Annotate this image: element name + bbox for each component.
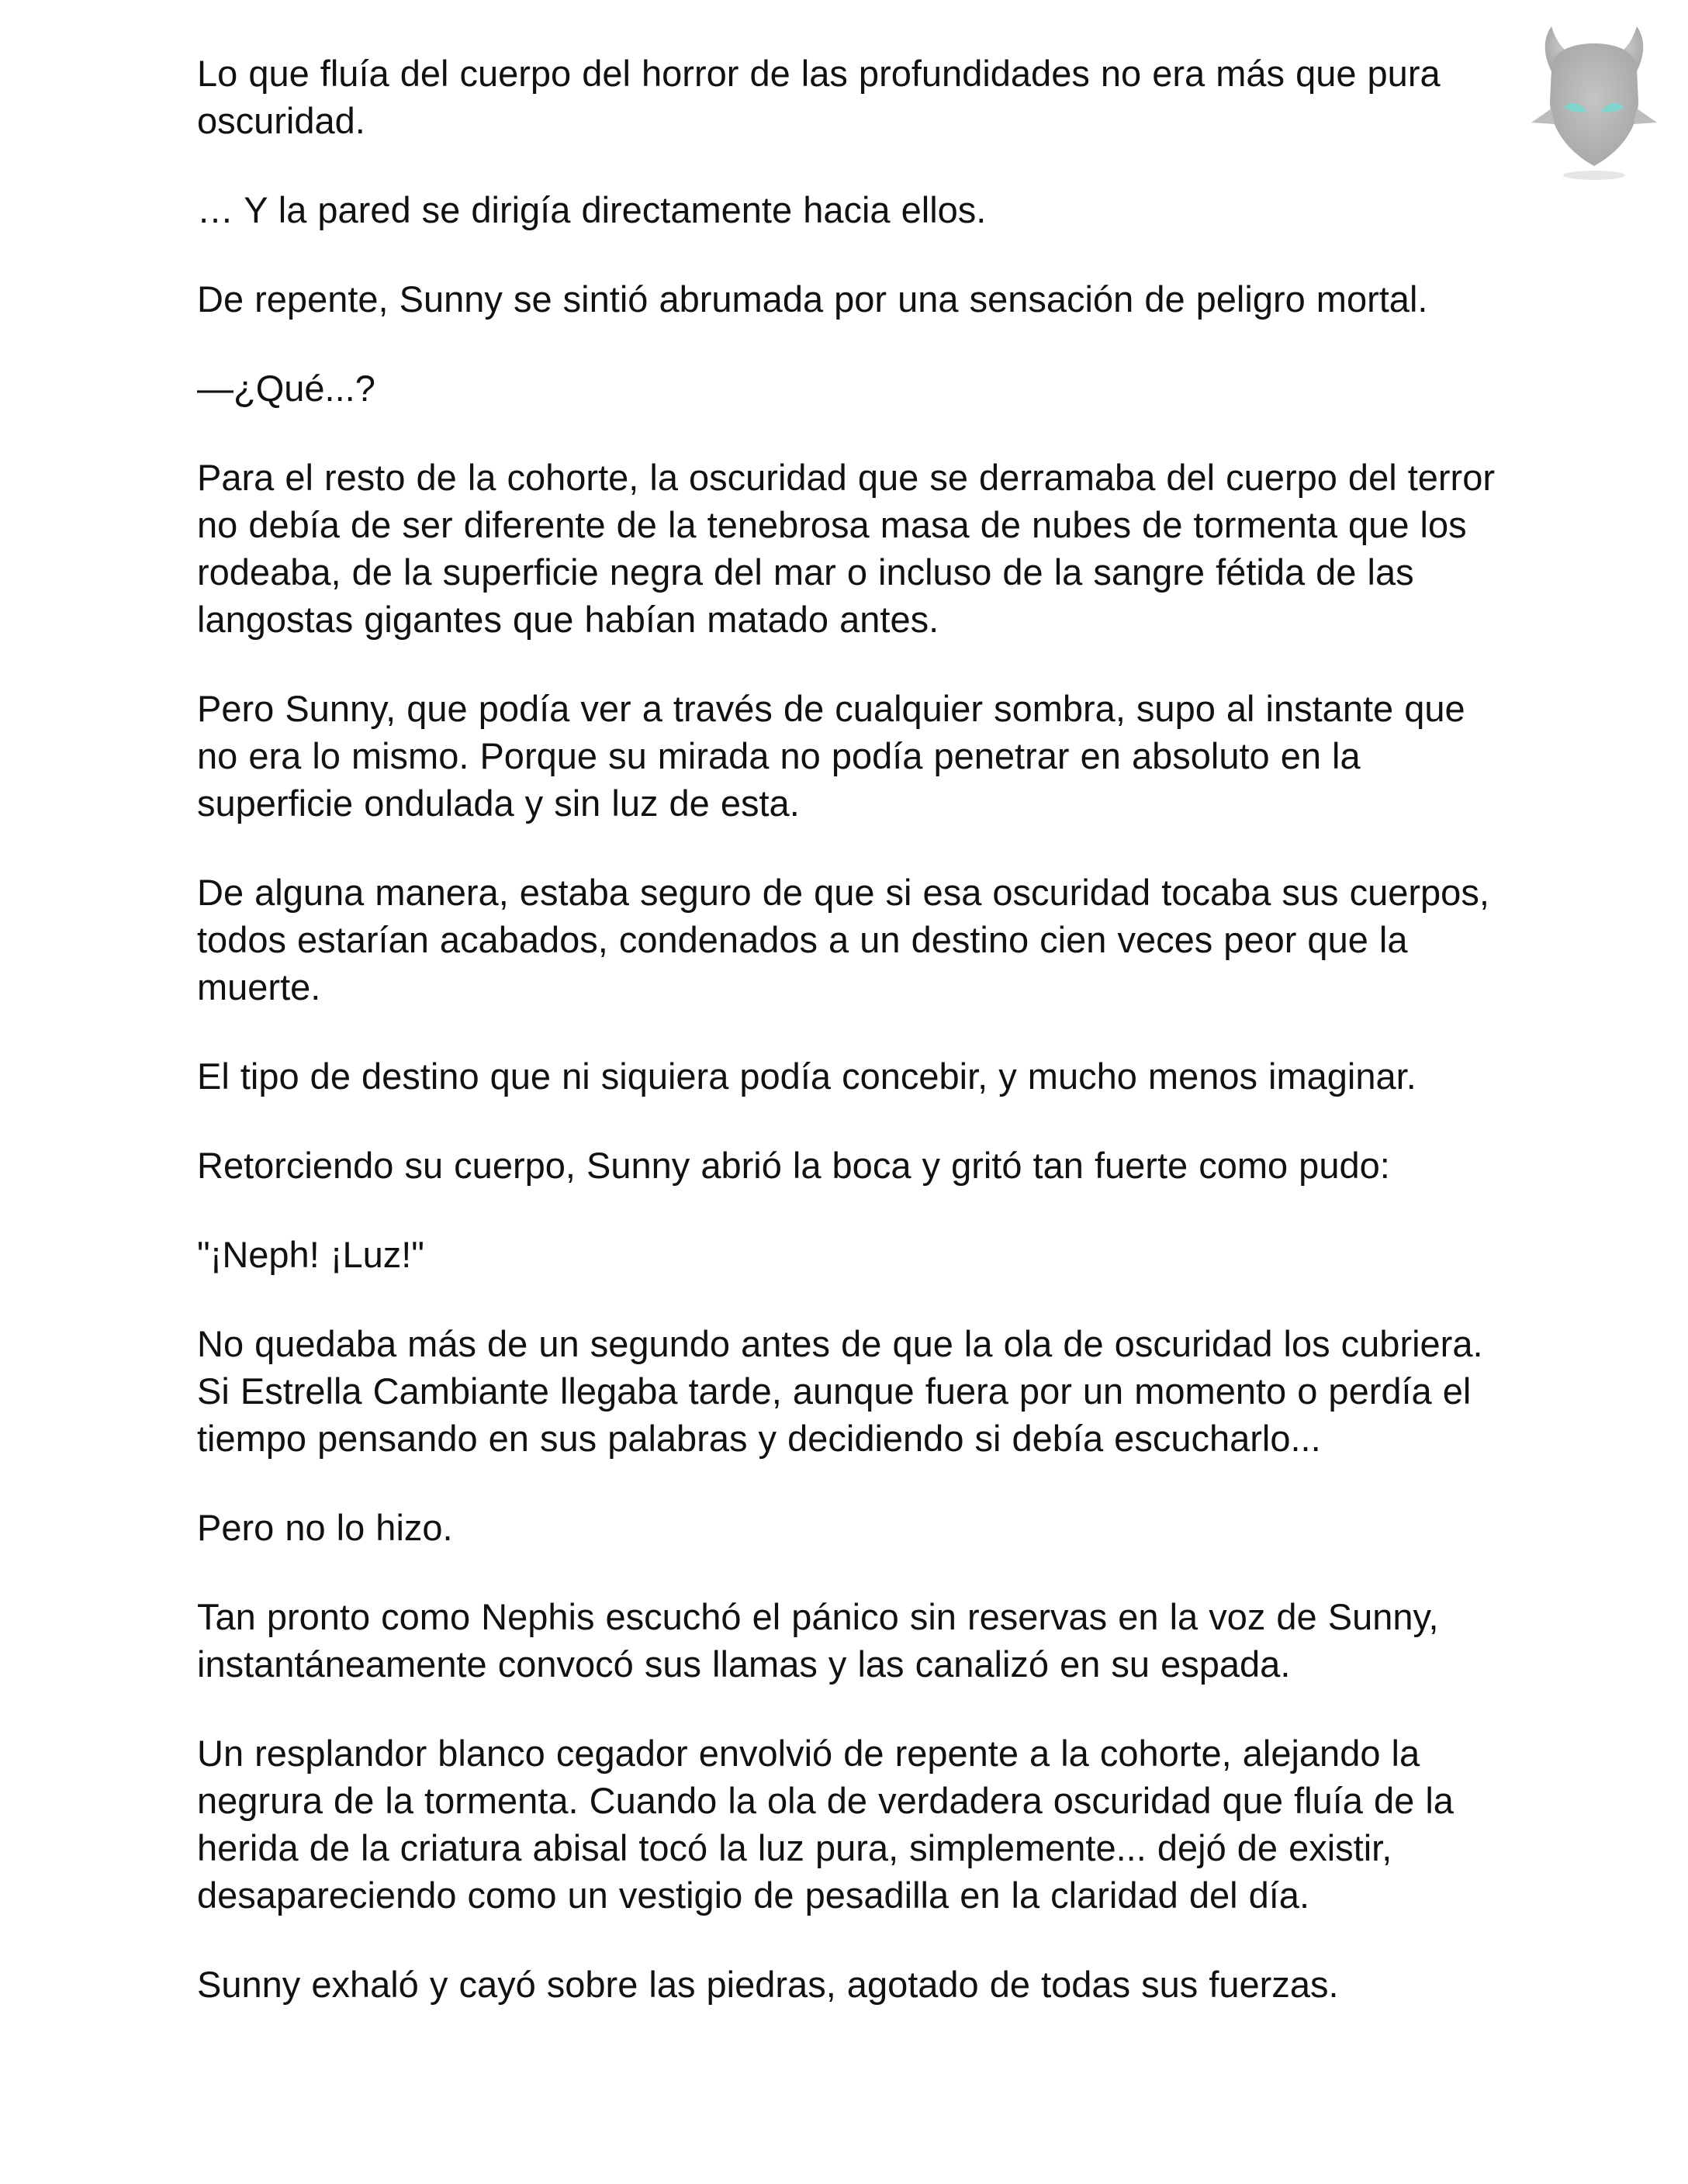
paragraph: De alguna manera, estaba seguro de que si esa oscuridad tocaba sus cuerpos, todos estarían acabados, condenados a un destino cien veces peor que la muerte. (197, 872, 1489, 1007)
paragraph: Retorciendo su cuerpo, Sunny abrió la boca y gritó tan fuerte como pudo: (197, 1145, 1390, 1186)
paragraph: Sunny exhaló y cayó sobre las piedras, agotado de todas sus fuerzas. (197, 1964, 1339, 2005)
paragraph: Un resplandor blanco cegador envolvió de repente a la cohorte, alejando la negrura de la tormenta. Cuando la ola de verdadera oscuridad que fluía de la herida de la criatura abisal tocó la luz pura, simplemente... dejó de existir, desapareciendo como un vestigio de pesadilla en la claridad del día. (197, 1733, 1454, 1916)
paragraph: De repente, Sunny se sintió abrumada por una sensación de peligro mortal. (197, 278, 1428, 320)
paragraph: Para el resto de la cohorte, la oscuridad que se derramaba del cuerpo del terror no debía de ser diferente de la tenebrosa masa de nubes de tormenta que los rodeaba, de la superficie negra del mar o incluso de la sangre fétida de las langostas gigantes que habían matado antes. (197, 457, 1495, 640)
paragraph: El tipo de destino que ni siquiera podía concebir, y mucho menos imaginar. (197, 1056, 1416, 1097)
paragraph: Pero no lo hizo. (197, 1507, 453, 1548)
paragraph: —¿Qué...? (197, 368, 375, 409)
chapter-text (197, 50, 1500, 2050)
paragraph: Tan pronto como Nephis escuchó el pánico sin reservas en la voz de Sunny, instantáneamente convocó sus llamas y las canalizó en su espada. (197, 1596, 1439, 1685)
paragraph: Pero Sunny, que podía ver a través de cualquier sombra, supo al instante que no era lo mismo. Porque su mirada no podía penetrar en absoluto en la superficie ondulada y sin luz de esta. (197, 688, 1465, 824)
paragraph: "¡Neph! ¡Luz!" (197, 1234, 424, 1275)
demon-head-logo-icon (1520, 16, 1668, 186)
paragraph: … Y la pared se dirigía directamente hacia ellos. (197, 189, 987, 230)
paragraph: No quedaba más de un segundo antes de que la ola de oscuridad los cubriera. Si Estrella Cambiante llegaba tarde, aunque fuera por un momento o perdía el tiempo pensando en sus palabras y decidiendo si debía escucharlo... (197, 1323, 1483, 1459)
paragraph: Lo que fluía del cuerpo del horror de las profundidades no era más que pura oscuridad. (197, 53, 1441, 141)
